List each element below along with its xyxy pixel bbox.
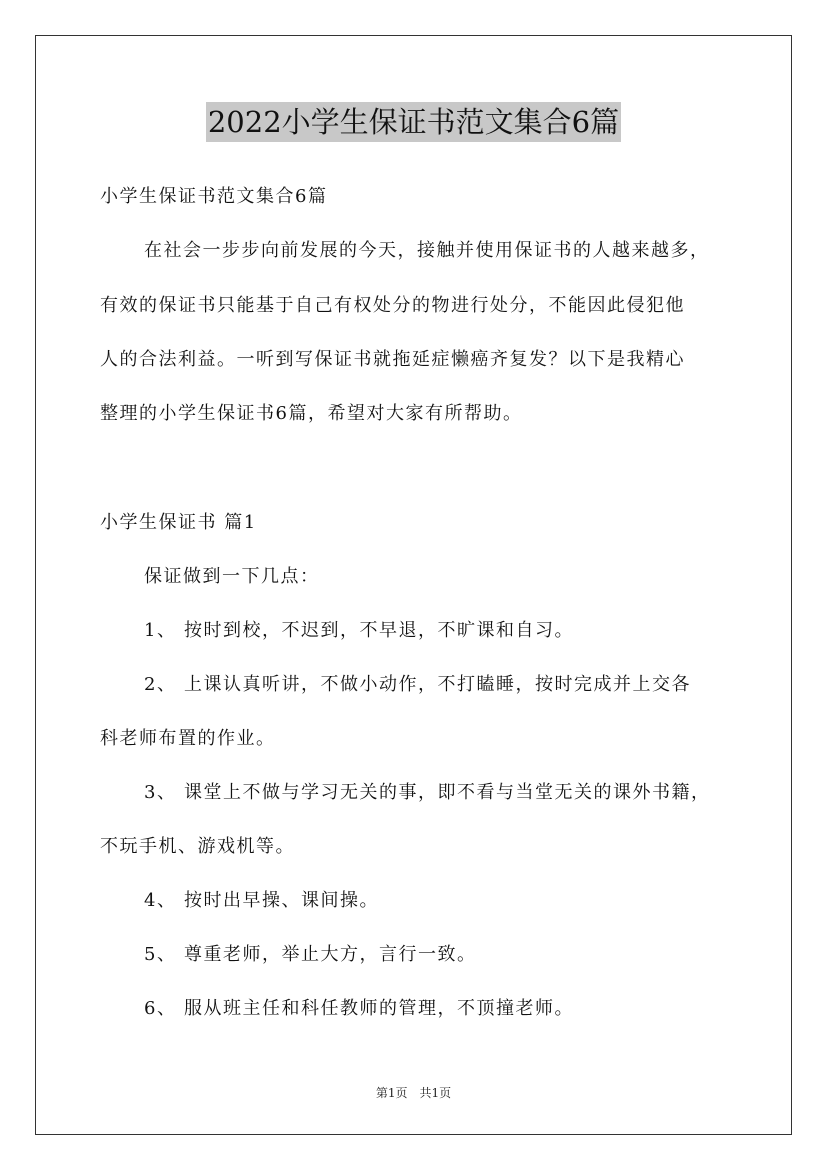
item-6-number: 6、: [144, 998, 177, 1019]
section-intro: 保证做到一下几点：: [144, 566, 320, 587]
intro-line-2: 有效的保证书只能基于自己有权处分的物进行处分，不能因此侵犯他: [100, 295, 685, 316]
item-4-number: 4、: [144, 890, 177, 911]
item-1-number: 1、: [144, 620, 177, 641]
item-2-number: 2、: [144, 674, 177, 695]
item-5-text: 尊重老师，举止大方，言行一致。: [184, 944, 477, 965]
item-2-text-continued: 科老师布置的作业。: [100, 728, 276, 749]
page-footer: 第1页 共1页: [375, 1086, 452, 1100]
item-1-text: 按时到校，不迟到，不早退，不旷课和自习。: [184, 620, 574, 641]
item-6-text: 服从班主任和科任教师的管理，不顶撞老师。: [184, 998, 574, 1019]
item-2-text: 上课认真听讲，不做小动作，不打瞌睡，按时完成并上交各: [184, 674, 691, 695]
item-5-number: 5、: [144, 944, 177, 965]
item-3-text: 课堂上不做与学习无关的事，即不看与当堂无关的课外书籍，: [184, 782, 711, 803]
item-4-text: 按时出早操、课间操。: [184, 890, 379, 911]
document-subtitle: 小学生保证书范文集合6篇: [100, 186, 328, 207]
item-3-text-continued: 不玩手机、游戏机等。: [100, 836, 295, 857]
intro-line-3: 人的合法利益。一听到写保证书就拖延症懒癌齐复发？以下是我精心: [100, 349, 685, 370]
intro-line-4: 整理的小学生保证书6篇，希望对大家有所帮助。: [100, 403, 523, 424]
document-title: 2022小学生保证书范文集合6篇: [206, 102, 621, 142]
section-heading: 小学生保证书 篇1: [100, 512, 257, 533]
item-3-number: 3、: [144, 782, 177, 803]
intro-line-1: 在社会一步步向前发展的今天，接触并使用保证书的人越来越多，: [144, 240, 710, 261]
title-container: [0, 102, 827, 142]
